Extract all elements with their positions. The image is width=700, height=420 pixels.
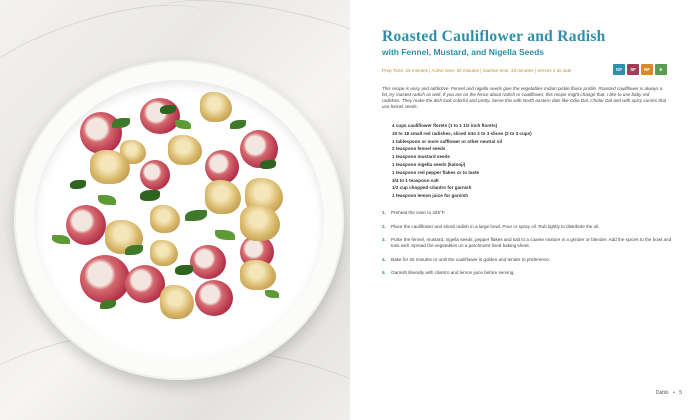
- recipe-intro: This recipe is easy and addictive. Fennel and nigella seeds give the vegetables Indian pickle flavor profile. Roasted cauliflower is always a hit, try roasted radish as well. If you are on the fence about radish or cauliflower, this recipe might change that. I like to use baby red radishes. They make the dish look colorful and pretty. Serve this with North eastern dals like Odia Dal, Cholar Dal and with spicy curries that use fennel seeds.: [382, 86, 667, 110]
- page-footer: [656, 390, 682, 396]
- cauliflower-floret: [160, 285, 194, 319]
- radish-slice: [80, 255, 130, 303]
- instruction-step: [382, 257, 672, 263]
- cauliflower-floret: [240, 260, 276, 290]
- radish-slice: [140, 98, 180, 134]
- ingredient-item: 3/4 to 1 teaspoon salt: [392, 177, 439, 183]
- ingredient-item: 1 teaspoon nigella seeds (kalonji): [392, 161, 466, 167]
- step-text: Place the cauliflower and sliced radish in a large bowl. Pour or spray oil. Rub lightly to distribute the oil.: [391, 223, 600, 229]
- recipe-title: Roasted Cauliflower and Radish: [382, 28, 606, 45]
- radish-slice: [195, 280, 233, 316]
- cilantro-leaf: [260, 160, 276, 169]
- soy-free-badge: SF: [627, 64, 639, 75]
- instruction-step: [382, 237, 672, 249]
- instruction-list: [382, 210, 672, 284]
- step-text: Bake for 25 minutes or until the cauliflower is golden and tender to preference.: [391, 256, 551, 262]
- ingredient-item: 1 teaspoon red pepper flakes or to taste: [392, 169, 480, 175]
- cilantro-leaf: [98, 195, 116, 205]
- cilantro-leaf: [140, 190, 160, 201]
- recipe-times: Prep Time: 20 minutes | Active time: 30 minutes | Inactive time: 20 minutes | Serves 4 as side: [382, 68, 572, 73]
- diet-badges: [613, 64, 667, 75]
- step-number: 2.: [382, 223, 386, 229]
- ingredient-item: 1 teaspoon lemon juice for garnish: [392, 193, 469, 199]
- step-text: Garnish liberally with cilantro and lemon juice before serving.: [391, 270, 515, 275]
- cilantro-leaf: [175, 120, 191, 129]
- ingredient-item: 1 teaspoon mustard seeds: [392, 154, 450, 160]
- easy-badge: E: [655, 64, 667, 75]
- instruction-step: [382, 224, 672, 230]
- cauliflower-floret: [205, 180, 241, 214]
- section-name: Dahls: [655, 390, 669, 396]
- radish-slice: [125, 265, 165, 303]
- radish-slice: [66, 205, 106, 245]
- radish-slice: [205, 150, 239, 184]
- step-number: 5.: [382, 270, 386, 275]
- cauliflower-floret: [240, 205, 280, 241]
- instruction-step: [382, 210, 672, 216]
- footer-bullet: •: [673, 390, 675, 396]
- ingredient-item: 2 teaspoon fennel seeds: [392, 146, 446, 152]
- ingredient-list: [392, 122, 532, 200]
- cilantro-leaf: [52, 235, 70, 244]
- step-text: Preheat the oven to 425°F.: [391, 210, 446, 215]
- cilantro-leaf: [175, 265, 193, 275]
- step-number: 1.: [382, 210, 386, 215]
- cauliflower-floret: [90, 150, 130, 184]
- nut-free-badge: NF: [641, 64, 653, 75]
- gluten-free-badge: GF: [613, 64, 625, 75]
- cilantro-leaf: [70, 180, 86, 189]
- cauliflower-floret: [150, 240, 178, 266]
- cauliflower-floret: [150, 205, 180, 233]
- ingredient-item: 4 cups cauliflower florets (1 to 1 1/2 inch florets): [392, 123, 498, 128]
- recipe-subtitle: with Fennel, Mustard, and Nigella Seeds: [382, 47, 545, 57]
- radish-slice: [190, 245, 226, 279]
- step-number: 3.: [382, 237, 386, 242]
- cauliflower-floret: [168, 135, 202, 165]
- ingredient-item: 1 tablespoon or more safflower or other neutral oil: [392, 138, 503, 144]
- ingredient-item: 1/2 cup chopped cilantro for garnish: [392, 185, 472, 191]
- radish-slice: [140, 160, 170, 190]
- recipe-panel: [382, 0, 682, 420]
- page-number: 5: [679, 390, 682, 396]
- step-text: Pulse the fennel, mustard, nigella seeds, pepper flakes and salt to a coarse mixture in a grinder or blender. Add the spices to the bowl and toss well. Spread the vegetables on a parchment lined baking sheet.: [391, 237, 672, 248]
- cilantro-leaf: [160, 105, 176, 114]
- cauliflower-floret: [200, 92, 232, 122]
- instruction-step: [382, 270, 672, 276]
- ingredient-item: 15 to 18 small red radishes, sliced into 2 to 3 slices (2 to 3 cups): [392, 130, 532, 136]
- cilantro-leaf: [265, 290, 279, 298]
- step-number: 4.: [382, 256, 386, 262]
